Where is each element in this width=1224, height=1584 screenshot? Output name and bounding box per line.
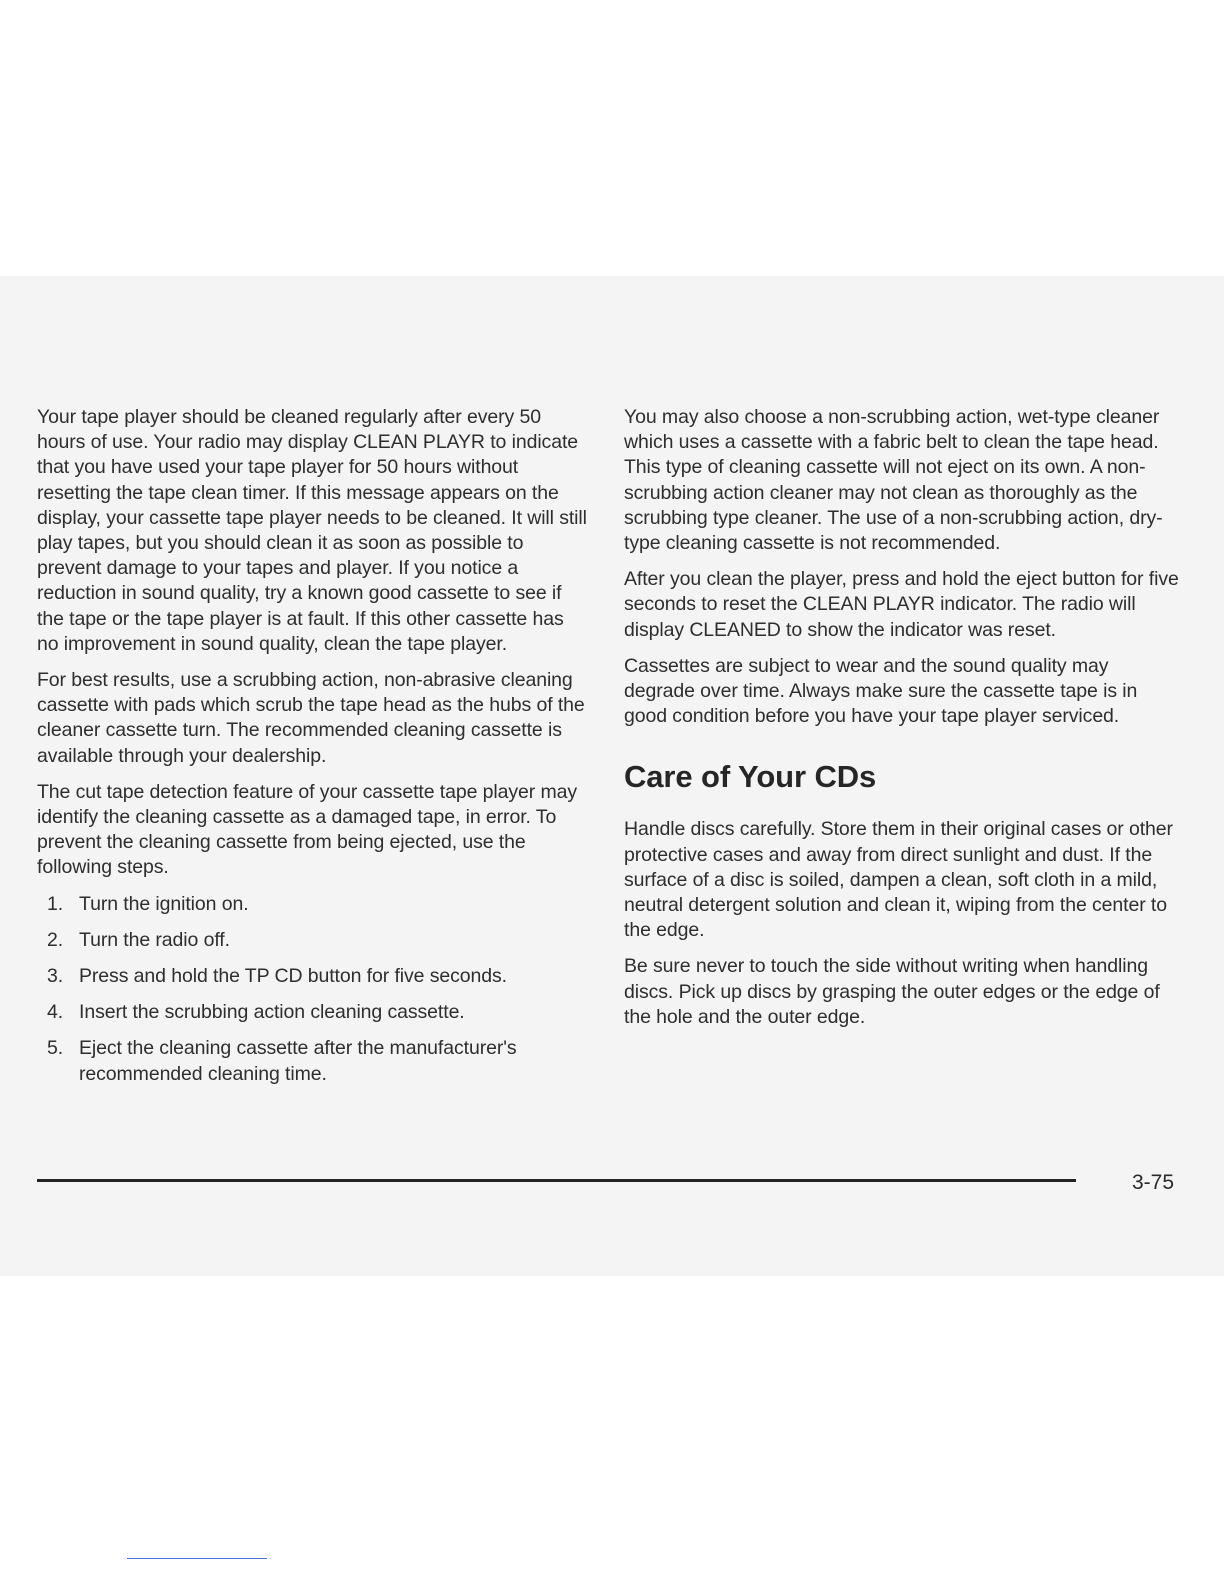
footer-divider: [37, 1179, 1076, 1182]
step-text: Turn the radio off.: [79, 928, 230, 951]
section-title-care-of-cds: Care of Your CDs: [624, 759, 877, 795]
page-number: 3-75: [1132, 1171, 1175, 1194]
paragraph-non-scrubbing: You may also choose a non-scrubbing action, wet-type cleaner which uses a cassette with a fabric belt to clean the tape head. This type of cleaning cassette will not eject on its own. A non-scrubbing action cleaner may not clean as thoroughly as the scrubbing type cleaner. The use of a non-scrubbing action, dry-type cleaning cassette is not recommended.: [624, 406, 1163, 555]
list-item: [37, 928, 587, 953]
step-text: Press and hold the TP CD button for five seconds.: [79, 965, 507, 988]
paragraph-cut-tape-detection: The cut tape detection feature of your cassette tape player may identify the cleaning cassette as a damaged tape, in error. To prevent the cleaning cassette from being ejected, use the following steps.: [37, 780, 578, 879]
paragraph-handle-discs: Handle discs carefully. Store them in their original cases or other protective cases and away from direct sunlight and dust. If the surface of a disc is soiled, dampen a clean, soft cloth in a mild, neutral detergent solution and clean it, wiping from the center to the edge.: [624, 818, 1173, 942]
list-item: [37, 1000, 587, 1025]
left-column: [37, 405, 587, 1098]
step-text: Turn the ignition on.: [79, 892, 249, 915]
step-number: 1.: [47, 892, 64, 915]
paragraph-reset-indicator: After you clean the player, press and hold the eject button for five seconds to reset the CLEAN PLAYR indicator. The radio will display CLEANED to show the indicator was reset.: [624, 568, 1179, 641]
list-item: [37, 892, 587, 917]
link-underline: [127, 1558, 267, 1559]
cleaning-steps-list: [37, 892, 587, 1087]
paragraph-touch-side: Be sure never to touch the side without writing when handling discs. Pick up discs by grasping the outer edges or the edge of the hole and the outer edge.: [624, 955, 1160, 1028]
paragraph-cassette-wear: Cassettes are subject to wear and the sound quality may degrade over time. Always make sure the cassette tape is in good condition before you have your tape player serviced.: [624, 654, 1138, 728]
step-number: 5.: [47, 1037, 64, 1060]
step-number: 2.: [47, 928, 64, 951]
paragraph-tape-cleaning: Your tape player should be cleaned regularly after every 50 hours of use. Your radio may display CLEAN PLAYR to indicate that you have used your tape player for 50 hours without resetting the tape clean timer. If this message appears on the display, your cassette tape player needs to be cleaned. It will still play tapes, but you should clean it as soon as possible to prevent damage to your tapes and player. If you notice a reduction in sound quality, try a known good cassette to see if the tape or the tape player is at fault. If this other cassette has no improvement in sound quality, clean the tape player.: [37, 406, 587, 655]
step-number: 4.: [47, 1001, 64, 1024]
step-text: Insert the scrubbing action cleaning cassette.: [79, 1001, 465, 1024]
step-text: Eject the cleaning cassette after the manufacturer's recommended cleaning time.: [79, 1037, 517, 1085]
list-item: [37, 964, 587, 989]
step-number: 3.: [47, 965, 64, 988]
list-item: [37, 1036, 587, 1086]
right-column: [624, 405, 1180, 1041]
paragraph-best-results: For best results, use a scrubbing action, non-abrasive cleaning cassette with pads which scrub the tape head as the hubs of the cleaner cassette turn. The recommended cleaning cassette is available through your dealership.: [37, 669, 585, 767]
